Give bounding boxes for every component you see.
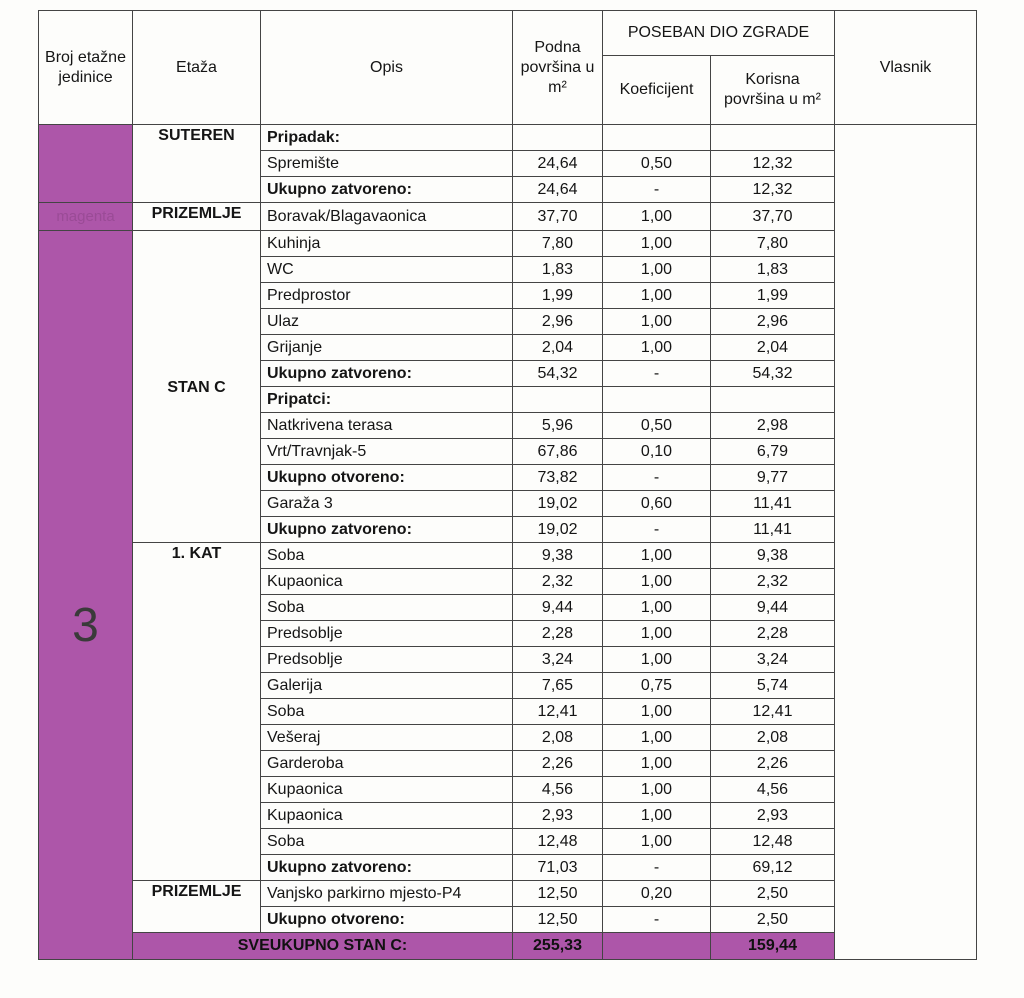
- cell-usable-area: 7,80: [711, 231, 835, 257]
- cell-usable-area: 4,56: [711, 777, 835, 803]
- apartment-area-table: [38, 10, 977, 960]
- cell-description: Grijanje: [261, 335, 513, 361]
- cell-coefficient: 0,60: [603, 491, 711, 517]
- header-floor: Etaža: [133, 11, 261, 125]
- cell-description: Spremište: [261, 151, 513, 177]
- cell-usable-area: 12,32: [711, 151, 835, 177]
- total-label: SVEUKUPNO STAN C:: [133, 933, 513, 960]
- cell-coefficient: 1,00: [603, 283, 711, 309]
- floor-suteren: SUTEREN: [133, 125, 261, 203]
- cell-floor-area: [513, 125, 603, 151]
- owner-cell: [835, 125, 977, 960]
- cell-coefficient: 1,00: [603, 231, 711, 257]
- unit-number-cell: [39, 231, 133, 960]
- cell-coefficient: 1,00: [603, 543, 711, 569]
- cell-description: Garaža 3: [261, 491, 513, 517]
- cell-usable-area: 12,48: [711, 829, 835, 855]
- cell-description: Ukupno otvoreno:: [261, 907, 513, 933]
- cell-coefficient: -: [603, 177, 711, 203]
- cell-description: Garderoba: [261, 751, 513, 777]
- cell-coefficient: 0,50: [603, 151, 711, 177]
- total-usable-area: 159,44: [711, 933, 835, 960]
- cell-description: Predsoblje: [261, 647, 513, 673]
- cell-description: Boravak/Blagavaonica: [261, 203, 513, 231]
- header-usable-area: Korisna površina u m²: [711, 56, 835, 125]
- cell-floor-area: 5,96: [513, 413, 603, 439]
- cell-description: Ukupno zatvoreno:: [261, 177, 513, 203]
- cell-floor-area: 2,96: [513, 309, 603, 335]
- cell-usable-area: 69,12: [711, 855, 835, 881]
- cell-coefficient: -: [603, 361, 711, 387]
- cell-description: Predprostor: [261, 283, 513, 309]
- cell-usable-area: 2,26: [711, 751, 835, 777]
- cell-usable-area: 2,50: [711, 881, 835, 907]
- cell-usable-area: 9,44: [711, 595, 835, 621]
- cell-usable-area: 5,74: [711, 673, 835, 699]
- cell-usable-area: 12,32: [711, 177, 835, 203]
- header-floor-area-text: Podna površina u m²: [520, 38, 595, 96]
- cell-description: Soba: [261, 699, 513, 725]
- header-coefficient: Koeficijent: [603, 56, 711, 125]
- cell-coefficient: -: [603, 855, 711, 881]
- cell-floor-area: [513, 387, 603, 413]
- cell-usable-area: 54,32: [711, 361, 835, 387]
- cell-coefficient: 1,00: [603, 803, 711, 829]
- cell-coefficient: 1,00: [603, 595, 711, 621]
- cell-floor-area: 19,02: [513, 491, 603, 517]
- cell-floor-area: 2,93: [513, 803, 603, 829]
- cell-usable-area: 12,41: [711, 699, 835, 725]
- cell-coefficient: 1,00: [603, 777, 711, 803]
- cell-floor-area: 7,65: [513, 673, 603, 699]
- cell-usable-area: 2,04: [711, 335, 835, 361]
- cell-usable-area: 1,83: [711, 257, 835, 283]
- cell-floor-area: 67,86: [513, 439, 603, 465]
- header-row-1: [39, 11, 977, 56]
- header-owner: Vlasnik: [835, 11, 977, 125]
- cell-floor-area: 1,99: [513, 283, 603, 309]
- cell-coefficient: 0,10: [603, 439, 711, 465]
- cell-usable-area: 2,50: [711, 907, 835, 933]
- cell-coefficient: -: [603, 465, 711, 491]
- total-floor-area: 255,33: [513, 933, 603, 960]
- cell-coefficient: 1,00: [603, 257, 711, 283]
- cell-usable-area: 2,93: [711, 803, 835, 829]
- header-special-part: POSEBAN DIO ZGRADE: [603, 11, 835, 56]
- cell-usable-area: 2,98: [711, 413, 835, 439]
- unit-number: 3: [72, 598, 99, 652]
- cell-description: Kupaonica: [261, 569, 513, 595]
- cell-coefficient: 1,00: [603, 699, 711, 725]
- cell-description: Kuhinja: [261, 231, 513, 257]
- unit-color-label: magenta: [39, 203, 133, 231]
- cell-floor-area: 2,28: [513, 621, 603, 647]
- cell-coefficient: -: [603, 517, 711, 543]
- cell-floor-area: 12,41: [513, 699, 603, 725]
- cell-description: Vanjsko parkirno mjesto-P4: [261, 881, 513, 907]
- cell-coefficient: 1,00: [603, 569, 711, 595]
- cell-floor-area: 3,24: [513, 647, 603, 673]
- cell-floor-area: 9,44: [513, 595, 603, 621]
- cell-floor-area: 12,50: [513, 907, 603, 933]
- floor-1-kat: 1. KAT: [133, 543, 261, 881]
- cell-floor-area: 9,38: [513, 543, 603, 569]
- cell-description: Ulaz: [261, 309, 513, 335]
- cell-coefficient: [603, 125, 711, 151]
- cell-floor-area: 73,82: [513, 465, 603, 491]
- cell-description: Vešeraj: [261, 725, 513, 751]
- cell-floor-area: 24,64: [513, 151, 603, 177]
- cell-usable-area: 1,99: [711, 283, 835, 309]
- cell-usable-area: 2,96: [711, 309, 835, 335]
- cell-usable-area: 37,70: [711, 203, 835, 231]
- header-unit-no: Broj etažne jedinice: [39, 11, 133, 125]
- cell-floor-area: 2,26: [513, 751, 603, 777]
- cell-floor-area: 19,02: [513, 517, 603, 543]
- cell-coefficient: -: [603, 907, 711, 933]
- floor-prizemlje-2: PRIZEMLJE: [133, 881, 261, 933]
- cell-floor-area: 2,08: [513, 725, 603, 751]
- cell-coefficient: [603, 387, 711, 413]
- cell-description: Kupaonica: [261, 803, 513, 829]
- cell-description: Ukupno otvoreno:: [261, 465, 513, 491]
- cell-usable-area: 2,32: [711, 569, 835, 595]
- cell-usable-area: 2,08: [711, 725, 835, 751]
- cell-description: WC: [261, 257, 513, 283]
- cell-description: Ukupno zatvoreno:: [261, 855, 513, 881]
- cell-description: Pripatci:: [261, 387, 513, 413]
- cell-usable-area: [711, 125, 835, 151]
- floor-stan-c: STAN C: [133, 231, 261, 543]
- cell-description: Natkrivena terasa: [261, 413, 513, 439]
- cell-coefficient: 1,00: [603, 309, 711, 335]
- cell-floor-area: 37,70: [513, 203, 603, 231]
- cell-floor-area: 4,56: [513, 777, 603, 803]
- cell-coefficient: 1,00: [603, 725, 711, 751]
- cell-floor-area: 2,04: [513, 335, 603, 361]
- floor-prizemlje: PRIZEMLJE: [133, 203, 261, 231]
- cell-description: Pripadak:: [261, 125, 513, 151]
- cell-floor-area: 7,80: [513, 231, 603, 257]
- cell-usable-area: 11,41: [711, 517, 835, 543]
- cell-description: Ukupno zatvoreno:: [261, 517, 513, 543]
- cell-coefficient: 1,00: [603, 203, 711, 231]
- total-coefficient: [603, 933, 711, 960]
- cell-usable-area: 9,77: [711, 465, 835, 491]
- cell-coefficient: 1,00: [603, 751, 711, 777]
- cell-description: Ukupno zatvoreno:: [261, 361, 513, 387]
- cell-floor-area: 54,32: [513, 361, 603, 387]
- cell-description: Predsoblje: [261, 621, 513, 647]
- cell-floor-area: 2,32: [513, 569, 603, 595]
- cell-coefficient: 1,00: [603, 621, 711, 647]
- cell-floor-area: 1,83: [513, 257, 603, 283]
- cell-floor-area: 12,48: [513, 829, 603, 855]
- cell-coefficient: 1,00: [603, 829, 711, 855]
- cell-coefficient: 0,50: [603, 413, 711, 439]
- cell-description: Soba: [261, 543, 513, 569]
- cell-description: Galerija: [261, 673, 513, 699]
- cell-floor-area: 12,50: [513, 881, 603, 907]
- cell-usable-area: 6,79: [711, 439, 835, 465]
- header-description: Opis: [261, 11, 513, 125]
- cell-description: Vrt/Travnjak-5: [261, 439, 513, 465]
- cell-usable-area: [711, 387, 835, 413]
- cell-description: Kupaonica: [261, 777, 513, 803]
- header-floor-area: [513, 11, 603, 125]
- cell-usable-area: 3,24: [711, 647, 835, 673]
- table-row: [39, 125, 977, 151]
- cell-floor-area: 24,64: [513, 177, 603, 203]
- cell-floor-area: 71,03: [513, 855, 603, 881]
- cell-usable-area: 11,41: [711, 491, 835, 517]
- cell-coefficient: 1,00: [603, 647, 711, 673]
- cell-usable-area: 2,28: [711, 621, 835, 647]
- cell-coefficient: 0,20: [603, 881, 711, 907]
- cell-coefficient: 0,75: [603, 673, 711, 699]
- cell-description: Soba: [261, 595, 513, 621]
- cell-description: Soba: [261, 829, 513, 855]
- unit-color-block: [39, 125, 133, 203]
- cell-usable-area: 9,38: [711, 543, 835, 569]
- cell-coefficient: 1,00: [603, 335, 711, 361]
